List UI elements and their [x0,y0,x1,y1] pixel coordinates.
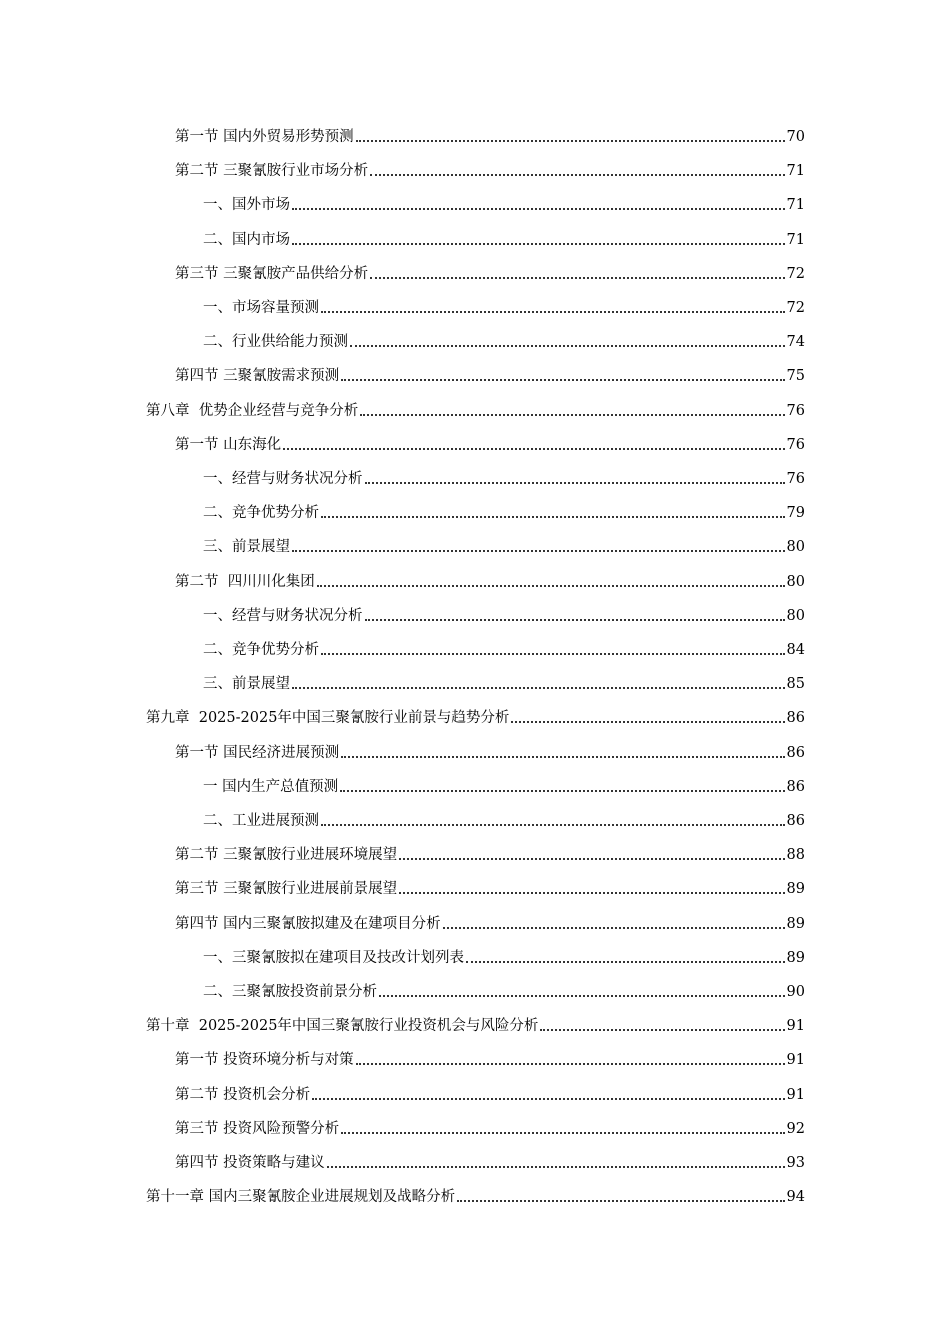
toc-entry-page-number: 70 [786,129,805,145]
dot-leader [457,1199,784,1202]
toc-entry-label: 一、市场容量预测 [203,300,319,316]
toc-entry-item[interactable] [203,295,805,317]
toc-entry-label: 第二节 四川川化集团 [175,573,315,590]
toc-entry-label: 第十章 2025-2025年中国三聚氰胺行业投资机会与风险分析 [146,1018,539,1035]
toc-entry-page-number: 89 [786,881,805,898]
dot-leader [321,310,785,313]
toc-entry-item[interactable] [203,227,805,249]
toc-entry-page-number: 71 [786,231,805,248]
dot-leader [379,994,785,997]
toc-entry-page-number: 86 [786,744,805,761]
toc-entry-label: 第二节 投资机会分析 [175,1086,311,1103]
dot-leader [341,755,784,758]
toc-entry-chapter[interactable] [146,398,805,420]
toc-entry-section[interactable] [175,124,805,146]
toc-entry-section[interactable] [175,842,805,864]
toc-entry-item[interactable] [203,671,805,693]
toc-entry-label: 二、工业进展预测 [203,813,319,829]
toc-entry-label: 二、竞争优势分析 [203,642,319,658]
toc-entry-label: 三、前景展望 [203,676,290,693]
dot-leader [341,1131,784,1134]
toc-entry-page-number: 86 [786,813,805,829]
toc-entry-chapter[interactable] [146,1013,805,1035]
dot-leader [365,618,785,621]
toc-entry-label: 一、国外市场 [203,197,290,214]
toc-entry-page-number: 76 [786,402,805,419]
toc-entry-section[interactable] [175,1082,805,1104]
dot-leader [360,413,784,416]
dot-leader [356,139,785,142]
toc-entry-label: 第四节 三聚氰胺需求预测 [175,368,340,385]
toc-entry-item[interactable] [203,329,805,351]
toc-entry-page-number: 71 [786,163,805,180]
toc-entry-label: 第一节 国民经济进展预测 [175,744,340,761]
toc-entry-section[interactable] [175,261,805,283]
dot-leader [370,173,784,176]
dot-leader [321,515,785,518]
toc-entry-page-number: 89 [786,915,805,932]
toc-entry-section[interactable] [175,432,805,454]
toc-entry-page-number: 71 [786,197,805,214]
toc-entry-label: 第三节 投资风险预警分析 [175,1120,340,1137]
toc-entry-label: 第三节 三聚氰胺产品供给分析 [175,265,369,282]
toc-entry-label: 一、三聚氰胺拟在建项目及技改计划列表 [203,949,464,966]
toc-entry-label: 第一节 投资环境分析与对策 [175,1052,354,1069]
toc-entry-page-number: 80 [786,573,805,590]
toc-entry-item[interactable] [203,500,805,522]
toc-entry-page-number: 84 [786,642,805,658]
toc-entry-page-number: 93 [786,1155,805,1171]
toc-entry-page-number: 72 [786,300,805,316]
toc-entry-label: 一、经营与财务状况分析 [203,471,363,487]
toc-entry-label: 第八章 优势企业经营与竞争分析 [146,402,359,419]
dot-leader [340,789,784,792]
dot-leader [341,378,784,381]
dot-leader [540,1028,784,1031]
toc-entry-label: 第三节 三聚氰胺行业进展前景展望 [175,881,398,898]
toc-entry-page-number: 80 [786,539,805,556]
toc-entry-label: 第二节 三聚氰胺行业市场分析 [175,163,369,180]
toc-entry-page-number: 91 [786,1086,805,1103]
toc-entry-label: 第一节 山东海化 [175,436,282,453]
dot-leader [443,926,785,929]
toc-entry-label: 一、经营与财务状况分析 [203,607,363,624]
dot-leader [292,549,785,552]
toc-entry-chapter[interactable] [146,1184,805,1206]
toc-entry-page-number: 90 [786,984,805,1000]
toc-entry-page-number: 88 [786,847,805,864]
dot-leader [370,276,784,279]
toc-entry-item[interactable] [203,945,805,967]
dot-leader [356,1062,785,1065]
toc-entry-item[interactable] [203,192,805,214]
toc-entry-page-number: 94 [786,1189,805,1206]
toc-entry-label: 第四节 投资策略与建议 [175,1155,325,1171]
toc-entry-page-number: 75 [786,368,805,385]
toc-entry-page-number: 92 [786,1120,805,1137]
toc-entry-item[interactable] [203,466,805,488]
dot-leader [511,720,784,723]
toc-entry-page-number: 86 [786,710,805,727]
toc-entry-page-number: 76 [786,471,805,487]
toc-entry-section[interactable] [175,1047,805,1069]
toc-entry-page-number: 72 [786,265,805,282]
dot-leader [327,1165,785,1168]
toc-entry-page-number: 86 [786,778,805,795]
toc-entry-item[interactable] [203,774,805,796]
toc-entry-label: 二、国内市场 [203,231,290,248]
dot-leader [312,1097,784,1100]
toc-entry-label: 二、三聚氰胺投资前景分析 [203,984,377,1000]
dot-leader [292,242,785,245]
toc-entry-chapter[interactable] [146,705,805,727]
dot-leader [399,857,784,860]
toc-entry-page-number: 89 [786,949,805,966]
toc-entry-page-number: 91 [786,1052,805,1069]
dot-leader [365,481,785,484]
dot-leader [283,447,784,450]
toc-entry-label: 二、行业供给能力预测 [203,334,348,351]
toc-entry-item[interactable] [203,979,805,1001]
toc-entry-label: 第九章 2025-2025年中国三聚氰胺行业前景与趋势分析 [146,710,510,727]
toc-entry-section[interactable] [175,1150,805,1172]
toc-entry-label: 一 国内生产总值预测 [203,778,339,795]
toc-entry-label: 第十一章 国内三聚氰胺企业进展规划及战略分析 [146,1189,456,1206]
dot-leader [321,823,785,826]
toc-entry-page-number: 79 [786,505,805,522]
toc-entry-item[interactable] [203,637,805,659]
toc-entry-item[interactable] [203,603,805,625]
toc-entry-section[interactable] [175,569,805,591]
toc-entry-label: 第一节 国内外贸易形势预测 [175,129,354,145]
toc-entry-page-number: 80 [786,607,805,624]
dot-leader [292,686,785,689]
toc-entry-section[interactable] [175,876,805,898]
dot-leader [466,960,785,963]
dot-leader [350,344,785,347]
toc-entry-section[interactable] [175,158,805,180]
toc-entry-label: 二、竞争优势分析 [203,505,319,522]
toc-entry-item[interactable] [203,808,805,830]
toc-entry-label: 三、前景展望 [203,539,290,556]
toc-entry-page-number: 91 [786,1018,805,1035]
toc-entry-section[interactable] [175,363,805,385]
toc-entry-label: 第四节 国内三聚氰胺拟建及在建项目分析 [175,915,441,932]
dot-leader [321,652,785,655]
dot-leader [292,207,785,210]
dot-leader [399,891,784,894]
toc-entry-section[interactable] [175,1116,805,1138]
toc-entry-section[interactable] [175,740,805,762]
dot-leader [317,584,785,587]
toc-entry-page-number: 85 [786,676,805,693]
toc-entry-page-number: 74 [786,334,805,351]
toc-entry-page-number: 76 [786,436,805,453]
toc-entry-label: 第二节 三聚氰胺行业进展环境展望 [175,847,398,864]
toc-entry-item[interactable] [203,534,805,556]
toc-entry-section[interactable] [175,911,805,933]
